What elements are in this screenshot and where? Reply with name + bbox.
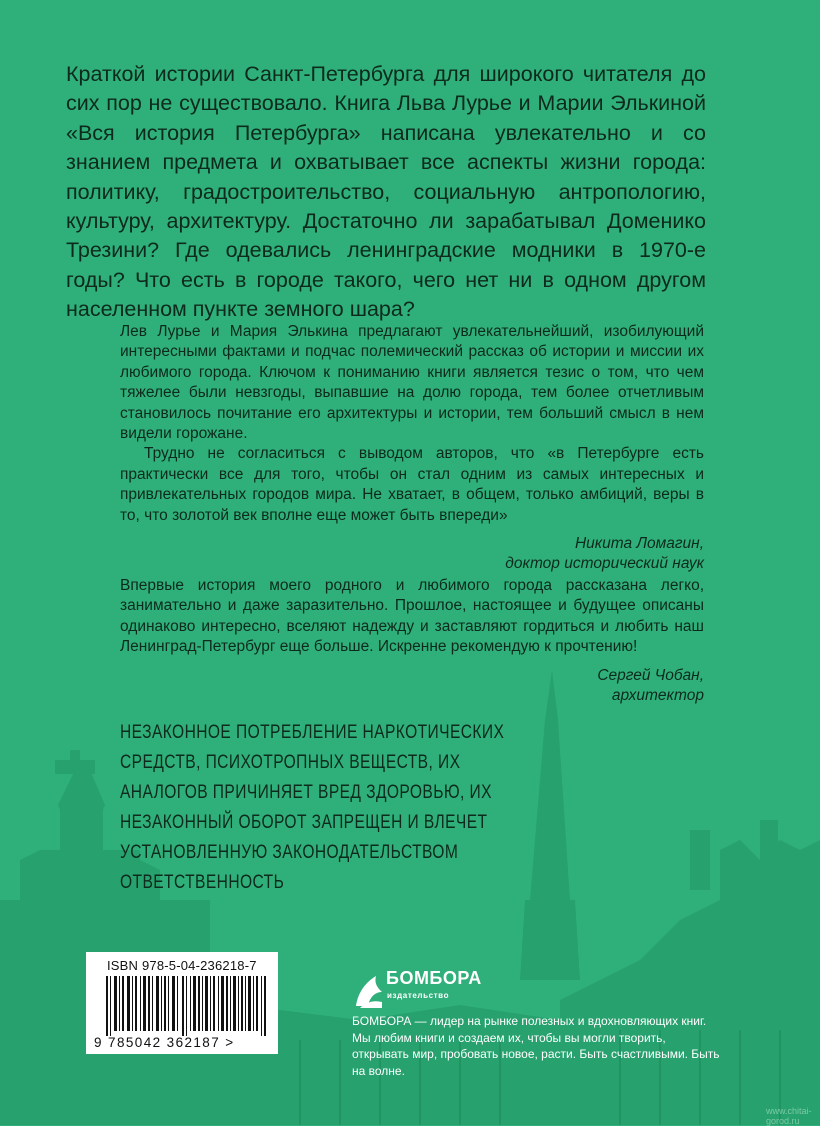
publisher-name: БОМБОРА xyxy=(386,968,482,988)
review-choban xyxy=(120,576,704,706)
barcode-bars xyxy=(106,976,266,1036)
health-warning: НЕЗАКОННОЕ ПОТРЕБЛЕНИЕ НАРКОТИЧЕСКИХ СРЕДСТВ, ПСИХОТРОПНЫХ ВЕЩЕСТВ, ИХ АНАЛОГОВ ПРИЧИНЯЕТ ВРЕД ЗДОРОВЬЮ, ИХ НЕЗАКОННЫЙ ОБОРОТ ЗАПРЕЩЕН И ВЛЕЧЕТ УСТАНОВЛЕННУЮ ЗАКОНОДАТЕЛЬСТВОМ ОТВЕТСТВЕННОСТЬ xyxy=(120,722,505,893)
review-author-role: архитектор xyxy=(611,687,704,705)
review-signature xyxy=(120,534,704,575)
review-signature xyxy=(120,666,704,707)
review-lomagin xyxy=(120,322,704,575)
publisher-description: БОМБОРА — лидер на рынке полезных и вдохновляющих книг. Мы любим книги и создаем их, чтобы вы могли творить, открывать мир, пробовать новое, расти. Быть счастливыми. Быть на волне. xyxy=(352,1014,720,1078)
review-text: Лев Лурье и Мария Элькина предлагают увлекательнейший, изобилующий интересными фактами и подчас полемический рассказ об истории и миссии их любимого города. Ключом к пониманию книги является тезис о том, что чем тяжелее были невзгоды, выпавшие на долю города, тем более отчетливым становилось почитание его архитектуры и истории, тем больший смысл в нем видели горожане. xyxy=(120,323,704,443)
publisher-subtitle: издательство xyxy=(387,991,450,1000)
watermark: www.chitai-gorod.ru xyxy=(766,1106,812,1126)
intro-paragraph: Краткой истории Санкт-Петербурга для широкого читателя до сих пор не существовало. Книга Льва Лурье и Марии Элькиной «Вся история Петербурга» написана увлекательно и со знанием предмета и охватывает все аспекты жизни города: политику, градостроительство, социальную антропологию, культуру, архитектуру. Достаточно ли зарабатывал Доменико Трезини? Где одевались ленинградские модники в 1970-е годы? Что есть в городе такого, чего нет ни в одном другом населенном пункте земного шара? xyxy=(66,62,706,322)
barcode-digits: 9 785042 362187 > xyxy=(94,1035,235,1050)
barcode-panel xyxy=(86,952,278,1054)
isbn-label: ISBN 978-5-04-236218-7 xyxy=(107,958,257,973)
review-text: Впервые история моего родного и любимого города рассказана легко, занимательно и даже заразительно. Прошлое, настоящее и будущее описаны одинаково интересно, вселяют надежду и заставляют гордиться и любить наш Ленинград-Петербург еще больше. Искренне рекомендую к прочтению! xyxy=(120,577,704,656)
review-author: Сергей Чобан, xyxy=(597,666,704,684)
review-text: Трудно не согласиться с выводом авторов, что «в Петербурге есть практически все для того, чтобы он стал одним из самых интересных и привлекательных городов мира. Не хватает, в общем, только амбиций, веры в то, что золотой век вполне еще может быть впереди» xyxy=(120,445,704,524)
review-author-role: доктор исторический наук xyxy=(505,555,704,573)
review-author: Никита Ломагин, xyxy=(574,535,704,553)
